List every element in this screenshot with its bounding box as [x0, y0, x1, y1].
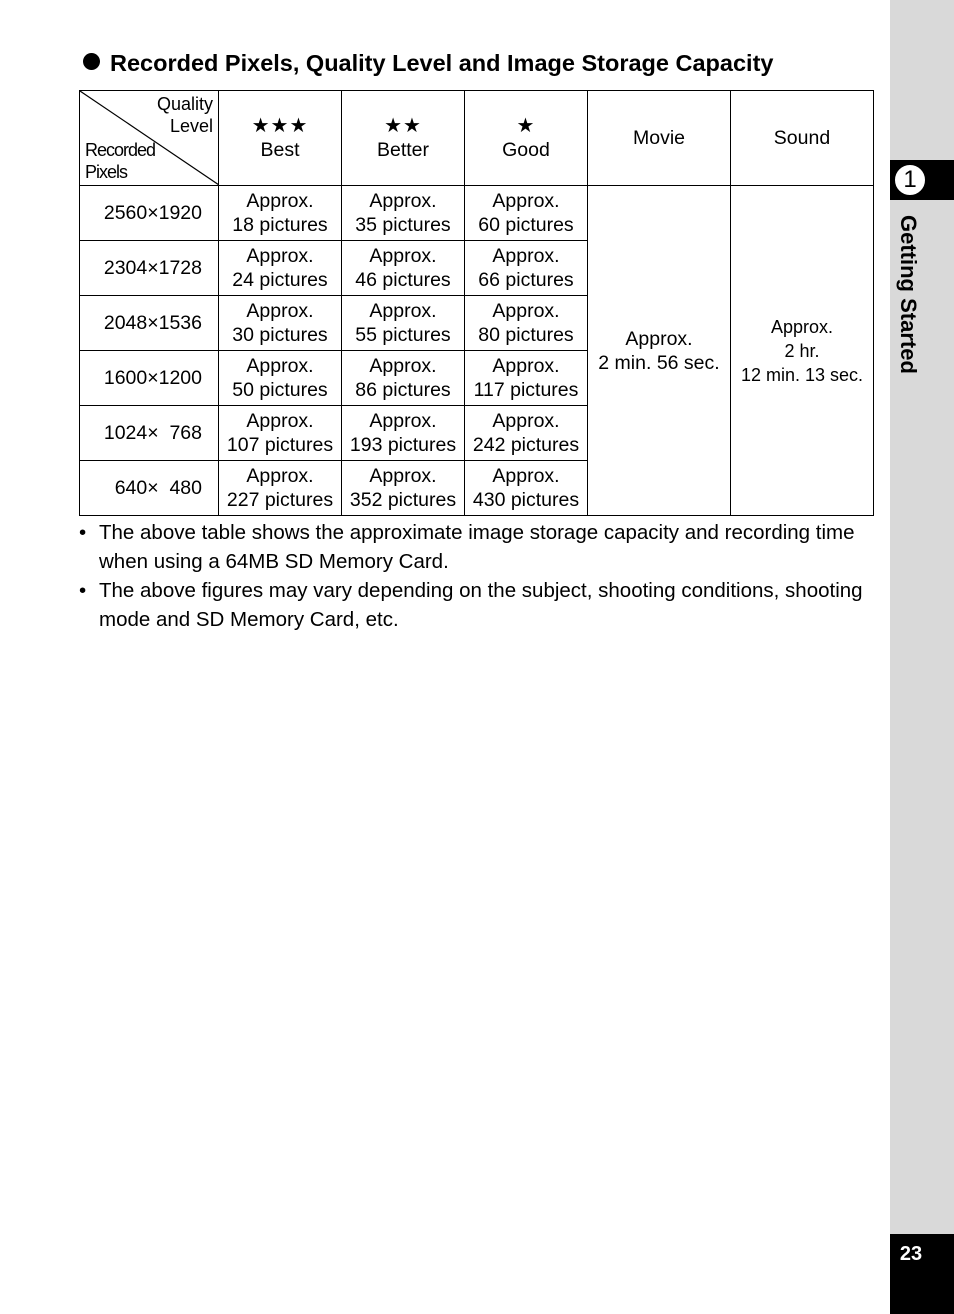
note-item: • The above table shows the approximate image storage capacity and recording time when using a 64MB SD Memory Card.	[79, 521, 855, 573]
good-cell: Approx. 117 pictures	[465, 351, 588, 406]
bullet-icon: •	[79, 579, 87, 602]
best-cell: Approx. 24 pictures	[219, 241, 342, 296]
section-heading	[82, 50, 882, 77]
chapter-title: Getting Started	[896, 215, 921, 374]
two-star-icon: ★★	[384, 115, 422, 137]
resolution-cell: 2560×1920	[80, 186, 219, 241]
heading-text: Recorded Pixels, Quality Level and Image Storage Capacity	[110, 50, 774, 76]
best-cell: Approx. 107 pictures	[219, 406, 342, 461]
header-good: ★ Good	[465, 91, 588, 186]
better-cell: Approx. 193 pictures	[342, 406, 465, 461]
notes-list	[79, 519, 879, 635]
header-best: ★★★ Best	[219, 91, 342, 186]
header-movie: Movie	[588, 91, 731, 186]
best-cell: Approx. 18 pictures	[219, 186, 342, 241]
header-better: ★★ Better	[342, 91, 465, 186]
resolution-cell: 1024× 768	[80, 406, 219, 461]
table-row	[80, 186, 874, 241]
best-cell: Approx. 227 pictures	[219, 461, 342, 516]
resolution-cell: 640× 480	[80, 461, 219, 516]
good-cell: Approx. 60 pictures	[465, 186, 588, 241]
better-cell: Approx. 55 pictures	[342, 296, 465, 351]
good-cell: Approx. 66 pictures	[465, 241, 588, 296]
corner-cell	[80, 91, 219, 186]
bullet-dot-icon	[83, 53, 100, 70]
better-cell: Approx. 86 pictures	[342, 351, 465, 406]
good-cell: Approx. 430 pictures	[465, 461, 588, 516]
better-cell: Approx. 46 pictures	[342, 241, 465, 296]
resolution-cell: 2304×1728	[80, 241, 219, 296]
resolution-cell: 1600×1200	[80, 351, 219, 406]
chapter-number: 1	[893, 163, 927, 197]
good-cell: Approx. 80 pictures	[465, 296, 588, 351]
one-star-icon: ★	[516, 115, 536, 137]
movie-cell: Approx. 2 min. 56 sec.	[588, 186, 731, 516]
better-cell: Approx. 35 pictures	[342, 186, 465, 241]
resolution-cell: 2048×1536	[80, 296, 219, 351]
recorded-pixels-label: Recorded Pixels	[85, 140, 156, 182]
note-item: • The above figures may vary depending on the subject, shooting conditions, shooting mode and SD Memory Card, etc.	[79, 579, 863, 631]
header-sound: Sound	[731, 91, 874, 186]
table-header-row	[80, 91, 874, 186]
three-star-icon: ★★★	[251, 115, 309, 137]
sound-cell: Approx. 2 hr. 12 min. 13 sec.	[731, 186, 874, 516]
better-cell: Approx. 352 pictures	[342, 461, 465, 516]
best-cell: Approx. 30 pictures	[219, 296, 342, 351]
good-cell: Approx. 242 pictures	[465, 406, 588, 461]
bullet-icon: •	[79, 521, 87, 544]
page-number: 23	[899, 1243, 923, 1265]
best-cell: Approx. 50 pictures	[219, 351, 342, 406]
quality-level-label: Quality Level	[156, 94, 213, 136]
capacity-table	[79, 90, 874, 516]
